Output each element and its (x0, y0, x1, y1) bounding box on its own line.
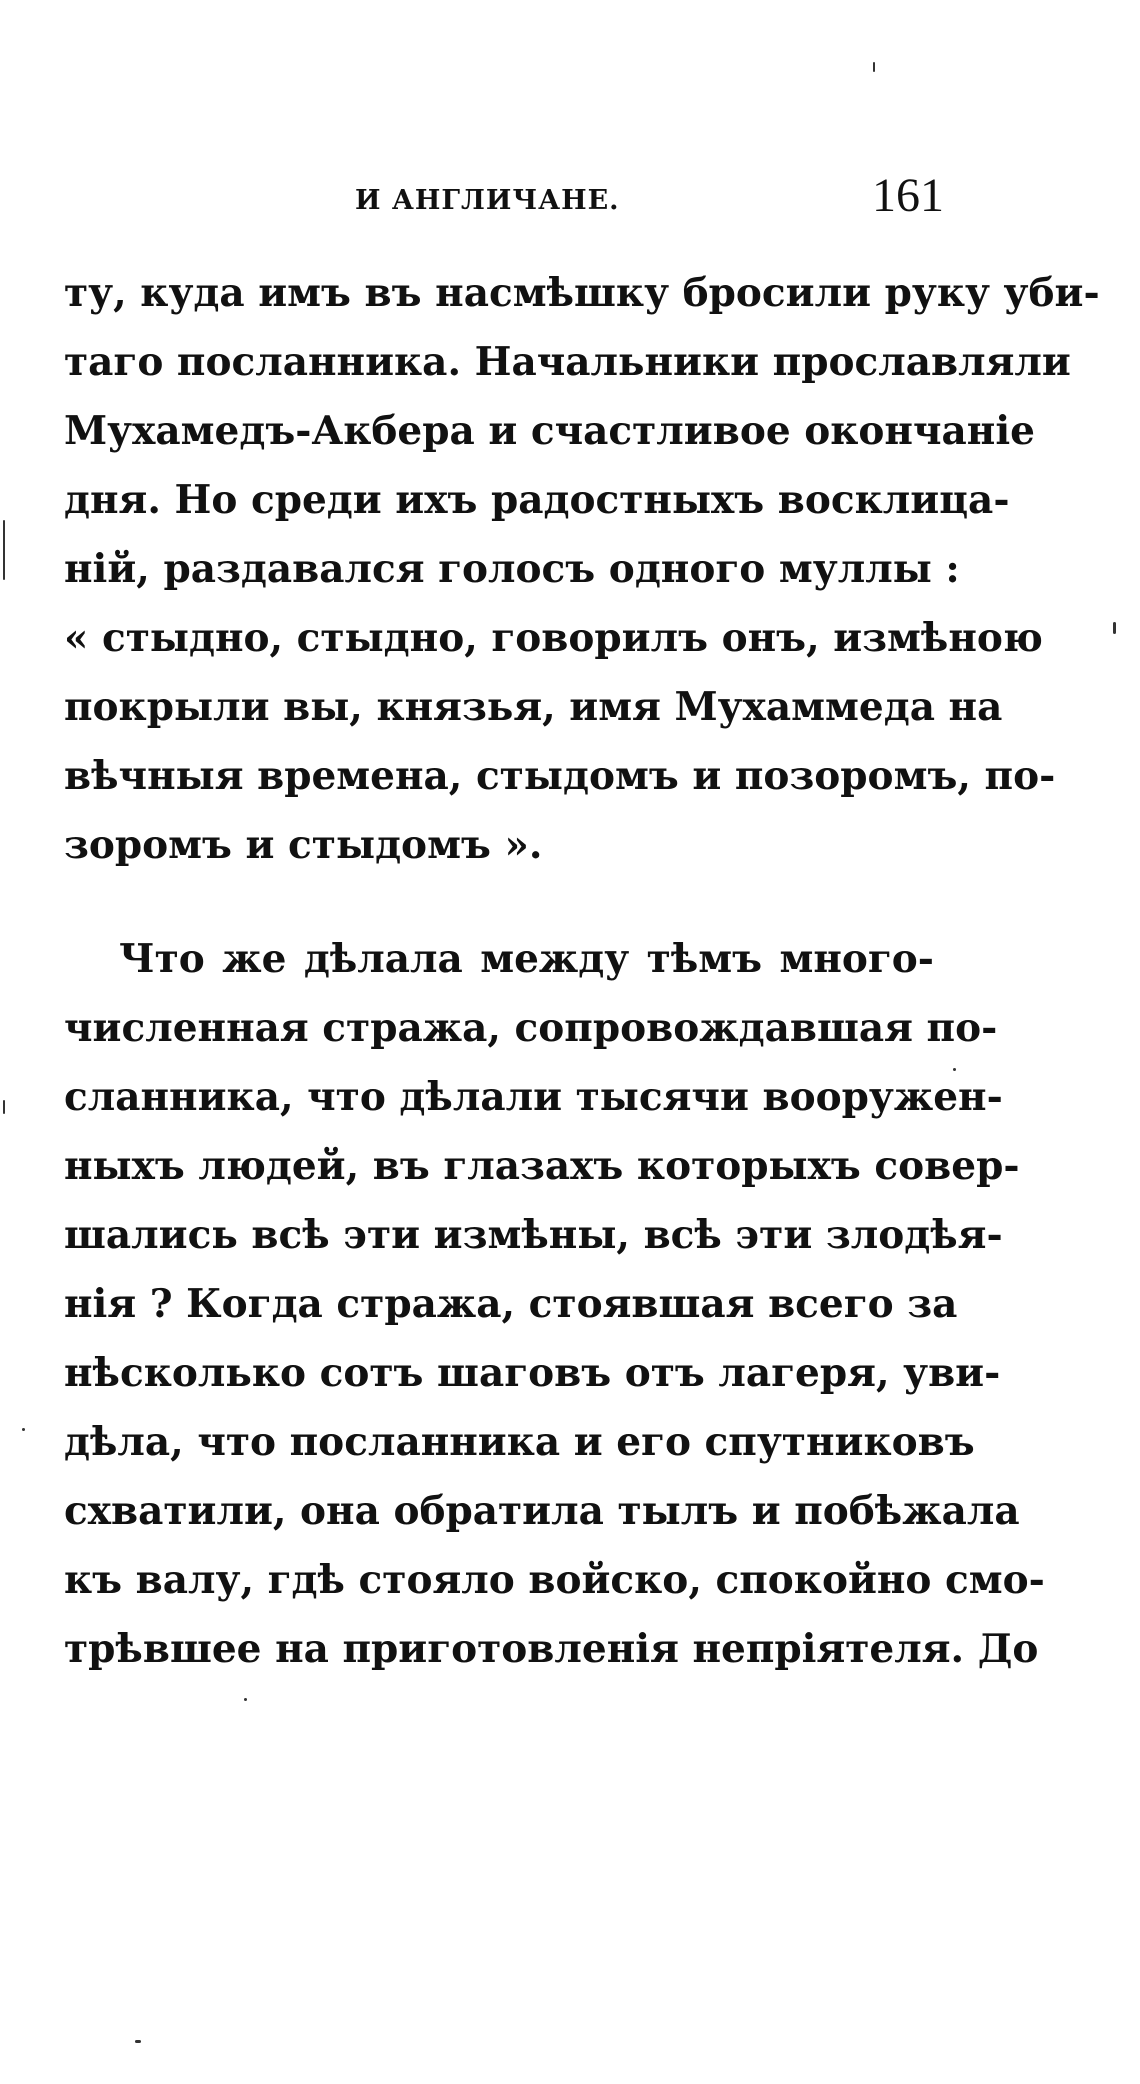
text-line: сланника, что дѣлали тысячи вооружен- (64, 1074, 1003, 1120)
scan-speck (22, 1428, 25, 1431)
scan-speck (953, 1068, 956, 1071)
scan-speck (1113, 622, 1116, 634)
text-line: шались всѣ эти измѣны, всѣ эти злодѣя- (64, 1212, 1003, 1258)
running-title: И АНГЛИЧАНЕ. (355, 185, 620, 216)
text-line: нія ? Когда стража, стоявшая всего за (64, 1281, 958, 1327)
paragraph-continued (64, 259, 1100, 880)
text-line: ту, куда имъ въ насмѣшку бросили руку уби- (64, 270, 1100, 316)
text-line: таго посланника. Начальники прославляли (64, 339, 1071, 385)
text-line: зоромъ и стыдомъ ». (64, 822, 543, 868)
text-line: нѣсколько сотъ шаговъ отъ лагеря, уви- (64, 1350, 1001, 1396)
scan-speck (3, 1100, 5, 1114)
text-line: дня. Но среди ихъ радостныхъ восклица- (64, 477, 1010, 523)
text-line: « стыдно, стыдно, говорилъ онъ, измѣною (64, 615, 1043, 661)
text-line: схватили, она обратила тылъ и побѣжала (64, 1488, 1020, 1534)
paragraph (64, 925, 1045, 1684)
text-line: ныхъ людей, въ глазахъ которыхъ совер- (64, 1143, 1020, 1189)
text-line: покрыли вы, князья, имя Мухаммеда на (64, 684, 1003, 730)
text-line: къ валу, гдѣ стояло войско, спокойно смо- (64, 1557, 1045, 1603)
scan-speck (244, 1698, 247, 1701)
scan-speck (135, 2040, 141, 2043)
text-line: численная стража, сопровождавшая по- (64, 1005, 998, 1051)
scan-speck (873, 62, 875, 72)
text-line: дѣла, что посланника и его спутниковъ (64, 1419, 975, 1465)
scan-speck (3, 520, 5, 580)
text-line: трѣвшее на приготовленія непріятеля. До (64, 1626, 1039, 1672)
text-line: Мухамедъ-Акбера и счастливое окончаніе (64, 408, 1035, 454)
text-line: Что же дѣлала между тѣмъ много- (119, 936, 934, 982)
page-number: 161 (872, 169, 944, 222)
text-line: вѣчныя времена, стыдомъ и позоромъ, по- (64, 753, 1056, 799)
text-line: ній, раздавался голосъ одного муллы : (64, 546, 960, 592)
